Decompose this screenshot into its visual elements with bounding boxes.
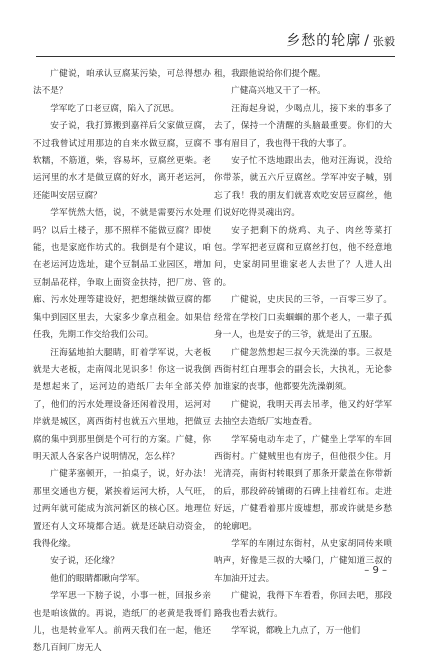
right-text-column <box>214 66 392 640</box>
paragraph: 学军说，都晚上九点了，万一他们 <box>231 626 361 636</box>
paragraph: 学军吃了口老豆腐，陷入了沉思。 <box>50 103 180 114</box>
paragraph: 汪海猛地拍大腿睛，盯着学军说，大老板就是大老板，走南闯北见识多！你这一说我倒是想起来了，运河边的造纸厂去年全部关停了，他们的污水处理设备还闲着没用，运河对岸就是城区，离西街村也就五六里地，把做豆腐的集中到那里倒是个可行的方案。广健，你明天派人各家各户说明情况，怎么样？ <box>33 347 211 462</box>
paragraph: 他们的眼睛都瞅向学军。 <box>50 573 145 584</box>
paragraph: 广健说，我明天再去吊孝，他又约好学军去抽空去造纸厂实地查看。 <box>214 399 392 428</box>
page-header <box>36 28 395 54</box>
paragraph: 安子把剩下的烧鸡、丸子、肉丝等菜打包。学军把老豆腐和豆腐丝打包，他不经意地问，史家胡同里谁家老人去世了？人进人出的。 <box>214 225 392 288</box>
page-number: – 9 – <box>364 565 387 576</box>
paragraph: 学军思一下膀子说，小事一桩，回报乡亲也是咱该做的。再说，造纸厂的老黄是我哥们儿，也是转业军人。前两天我们在一起，他还愁几百间厂房无人 <box>33 591 211 654</box>
paragraph: 广健忽然想起三叔今天洗澡的事。三叔是西街村红白理事会的副会长，大执礼，无论参加谁家的丧事，他都要先洗澡剃须。 <box>214 347 392 393</box>
left-text-column <box>33 66 211 658</box>
paragraph: 广健说，咱承认豆腐某污染，可总得想办法不是？ <box>33 69 211 97</box>
paragraph: 学军骑电动车走了，广健坐上学军的车回西街村。广健贼里也有房子，但他很少住。月光清亮，南街村转眼到了那条开蒙盖在你带新的后，那段碎砖铺砌的石碑上挂着红布。走进好远，广健看着那片废墟想，那或许就是乡愁的轮廓吧。 <box>214 434 392 532</box>
paragraph: 租，我跟他说给你们提个醒。 <box>214 69 326 79</box>
author-name: 张毅 <box>373 35 395 48</box>
paragraph: 学军的车刚过东街村，从史家胡同传来唢呐声，好像是三叔的大嗓门，广健知道三叔的车加油开过去。 <box>214 538 392 584</box>
running-title <box>286 30 395 50</box>
paragraph: 广健说，史庆民的三爷，一百零三岁了。经常在学校门口卖蝈蝈的那个老人，一辈子孤身一人，也是安子的三爷，就是出了五服。 <box>214 295 392 341</box>
title-separator: / <box>364 33 370 49</box>
paragraph: 学军恍然大悟，说，不就是需要污水处理吗？以后土楼子，那不照样不能做豆腐？即使能，也是家庭作坊式的。我倒是有个建议，咱在老运河边选址，建个豆制品工业园区，增加豆制品花样，争取上面资金扶持，把厂房、管廊、污水处理等建设好，把想继续做豆腐的都集中到园区里去，大家多少拿点租金。如果信任我，先期工作交给我们公司。 <box>33 208 211 341</box>
header-rule <box>36 56 395 57</box>
paragraph: 安子忙不迭地跟出去，他对汪海说，没给你带茶，就五六斤豆腐丝。学军冲安子喊，别忘了我！我的朋友们就喜欢吃安居豆腐丝，他们说好吃得灵魂出窍。 <box>214 156 392 219</box>
paragraph: 汪海起身说，少喝点儿，接下来的事多了去了，保持一个清醒的头脑最重要。你们的大事有眉目了，我也得干我的大事了。 <box>214 103 392 149</box>
paragraph: 安子说，我打算搬到嘉祥后父家做豆腐，不过我曾试过用那边的自来水做豆腐，豆腐不软糯，不筋道，柴，容易坏，豆腐丝更柴。老运河里的水才是做豆腐的好水，离开老运河，还能叫安居豆腐？ <box>33 121 211 201</box>
paragraph: 广健茅塞顿开，一拍桌子，说，好办法！那里交通也方便，紧挨着运河大桥，人气旺，过两年就可能成为滨河新区的核心区。地理位置还有人文环境都合适。就是还缺启动资金，我得化缘。 <box>33 469 211 549</box>
paragraph: 广健说，我得下车看看，你回去吧，那段路我也看去就行。 <box>214 591 392 619</box>
paragraph: 安子说，还化缘？ <box>50 556 119 567</box>
paragraph: 广健高兴地又干了一杯。 <box>231 86 326 97</box>
book-title: 乡愁的轮廓 <box>286 33 362 49</box>
